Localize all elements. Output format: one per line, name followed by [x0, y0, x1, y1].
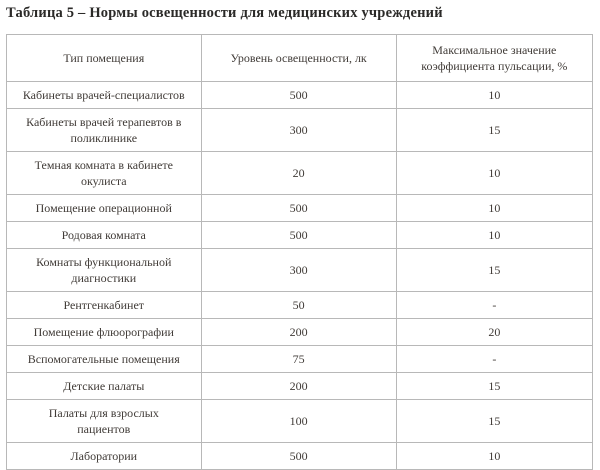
table-row	[7, 82, 593, 109]
table-row	[7, 319, 593, 346]
table-row	[7, 443, 593, 470]
table-row	[7, 249, 593, 292]
pulsation-value-cell: 15	[396, 249, 592, 292]
room-type-cell: Палаты для взрослых пациентов	[7, 400, 202, 443]
lux-value-cell: 75	[201, 346, 396, 373]
lux-value-cell: 300	[201, 249, 396, 292]
lux-value-cell: 500	[201, 443, 396, 470]
lux-value-cell: 500	[201, 222, 396, 249]
pulsation-value-cell: 10	[396, 82, 592, 109]
pulsation-value-cell: 20	[396, 319, 592, 346]
room-type-cell: Детские палаты	[7, 373, 202, 400]
lux-value-cell: 500	[201, 195, 396, 222]
room-type-cell: Кабинеты врачей терапевтов в поликлинике	[7, 109, 202, 152]
pulsation-value-cell: 15	[396, 400, 592, 443]
table-row	[7, 346, 593, 373]
lux-value-cell: 50	[201, 292, 396, 319]
room-type-cell: Темная комната в кабинете окулиста	[7, 152, 202, 195]
pulsation-value-cell: -	[396, 292, 592, 319]
illumination-norms-table	[6, 34, 593, 470]
lux-value-cell: 200	[201, 319, 396, 346]
table-row	[7, 195, 593, 222]
lux-value-cell: 20	[201, 152, 396, 195]
pulsation-value-cell: 10	[396, 222, 592, 249]
pulsation-value-cell: -	[396, 346, 592, 373]
column-header-room-type: Тип помещения	[7, 35, 202, 82]
pulsation-value-cell: 10	[396, 443, 592, 470]
room-type-cell: Помещение флюорографии	[7, 319, 202, 346]
column-header-pulsation-coefficient: Максимальное значение коэффициента пульсации, %	[396, 35, 592, 82]
table-row	[7, 152, 593, 195]
room-type-cell: Рентгенкабинет	[7, 292, 202, 319]
lux-value-cell: 300	[201, 109, 396, 152]
room-type-cell: Комнаты функциональной диагностики	[7, 249, 202, 292]
table-row	[7, 400, 593, 443]
page-title: Таблица 5 – Нормы освещенности для медицинских учреждений	[6, 5, 443, 21]
table-body	[7, 82, 593, 470]
room-type-cell: Вспомогательные помещения	[7, 346, 202, 373]
column-header-lux-level: Уровень освещенности, лк	[201, 35, 396, 82]
table-header-row	[7, 35, 593, 82]
room-type-cell: Кабинеты врачей-специалистов	[7, 82, 202, 109]
room-type-cell: Помещение операционной	[7, 195, 202, 222]
lux-value-cell: 200	[201, 373, 396, 400]
lux-value-cell: 100	[201, 400, 396, 443]
table-row	[7, 222, 593, 249]
pulsation-value-cell: 15	[396, 109, 592, 152]
table-row	[7, 109, 593, 152]
room-type-cell: Лаборатории	[7, 443, 202, 470]
pulsation-value-cell: 10	[396, 195, 592, 222]
room-type-cell: Родовая комната	[7, 222, 202, 249]
table-row	[7, 373, 593, 400]
pulsation-value-cell: 10	[396, 152, 592, 195]
lux-value-cell: 500	[201, 82, 396, 109]
pulsation-value-cell: 15	[396, 373, 592, 400]
table-row	[7, 292, 593, 319]
